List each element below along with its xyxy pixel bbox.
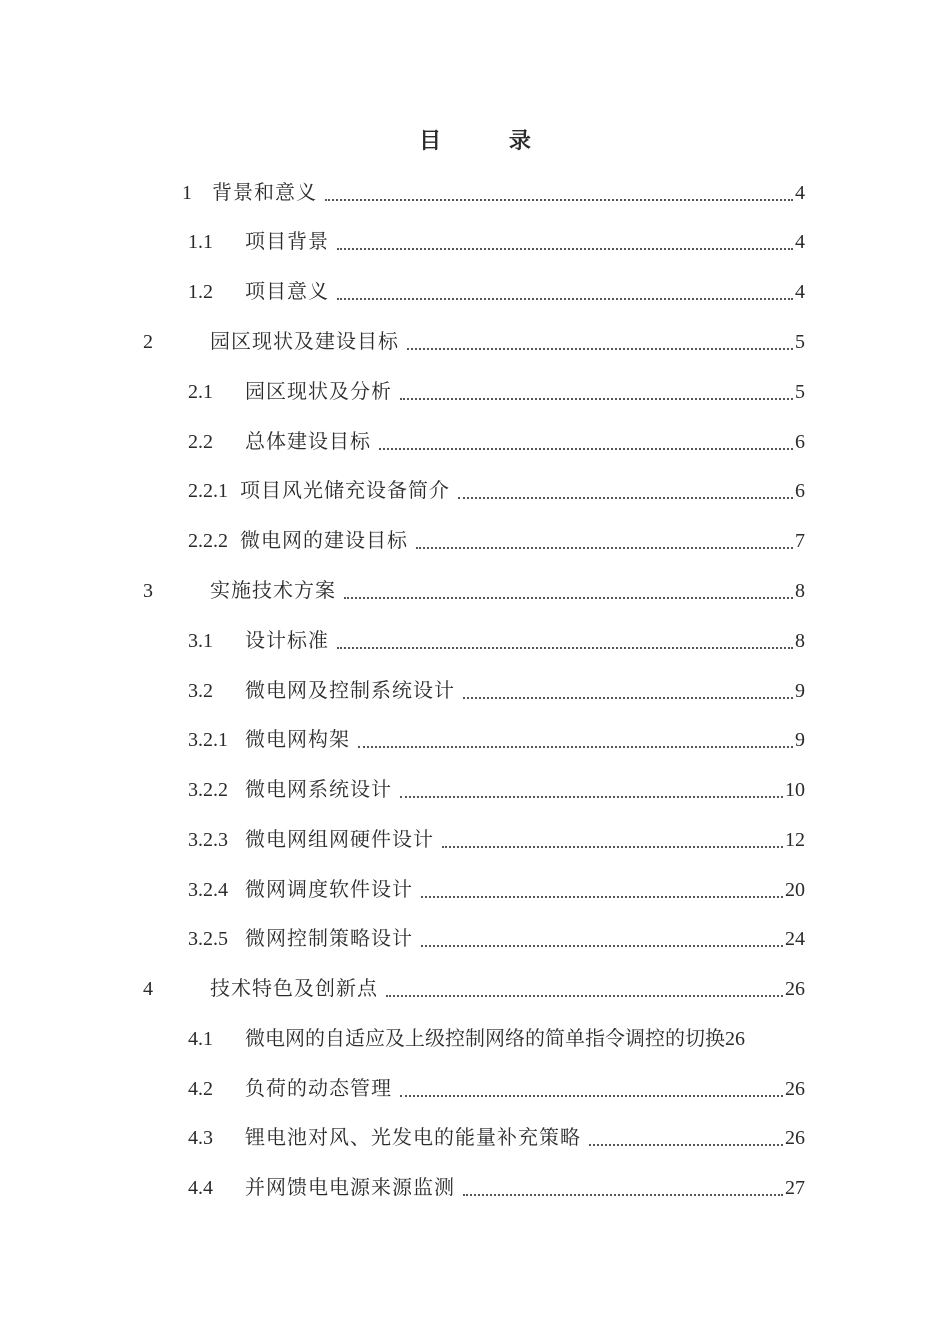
toc-entry-title: 微电网组网硬件设计 (245, 827, 434, 851)
toc-entry-number: 4.1 (188, 1028, 213, 1050)
toc-entry-title: 微网调度软件设计 (245, 877, 413, 901)
dot-leader (400, 398, 793, 400)
toc-entry-title: 设计标准 (245, 628, 329, 652)
toc-entry-title: 背景和意义 (212, 180, 317, 204)
toc-entry-page: 8 (795, 630, 805, 652)
toc-entry-page: 24 (785, 928, 805, 950)
toc-entry-number: 2.2.1 (188, 480, 228, 502)
toc-entry-page: 27 (785, 1177, 805, 1199)
dot-leader (463, 697, 793, 699)
toc-entry[interactable] (188, 724, 805, 754)
toc-entry-number: 3.2.4 (188, 879, 228, 901)
toc-entry-title: 总体建设目标 (245, 429, 371, 453)
toc-title: 目 录 (419, 128, 561, 154)
toc-entry-number: 3 (143, 580, 153, 602)
toc-entry[interactable] (188, 1023, 805, 1053)
dot-leader (337, 647, 793, 649)
toc-entry-number: 4.3 (188, 1127, 213, 1149)
dot-leader (337, 248, 793, 250)
toc-entry[interactable] (188, 1122, 805, 1152)
toc-entry-number: 2.1 (188, 381, 213, 403)
toc-entry-number: 4.4 (188, 1177, 213, 1199)
toc-entry-title: 微电网的建设目标 (240, 528, 408, 552)
toc-entry-page: 9 (795, 729, 805, 751)
toc-entry[interactable] (188, 226, 805, 256)
toc-entry-number: 3.2.2 (188, 779, 228, 801)
dot-leader (386, 995, 783, 997)
toc-entry-page: 26 (785, 1127, 805, 1149)
dot-leader (400, 796, 783, 798)
dot-leader (416, 547, 793, 549)
toc-entry-number: 2 (143, 331, 153, 353)
toc-entry-number: 1.2 (188, 281, 213, 303)
toc-entry-page: 26 (725, 1028, 745, 1050)
dot-leader (421, 945, 783, 947)
toc-entry-title: 技术特色及创新点 (210, 976, 378, 1000)
toc-entry-number: 3.1 (188, 630, 213, 652)
toc-entry-title: 实施技术方案 (210, 578, 336, 602)
toc-entry-number: 4 (143, 978, 153, 1000)
toc-entry-page: 6 (795, 431, 805, 453)
toc-entry-title: 项目风光储充设备简介 (240, 478, 450, 502)
toc-entry-number: 3.2.1 (188, 729, 228, 751)
toc-entry[interactable] (143, 326, 805, 356)
toc-entry[interactable] (188, 376, 805, 406)
toc-entry-page: 10 (785, 779, 805, 801)
toc-entry-page: 4 (795, 182, 805, 204)
toc-entry-number: 3.2 (188, 680, 213, 702)
toc-entry-page: 4 (795, 231, 805, 253)
toc-entry-title: 微电网的自适应及上级控制网络的简单指令调控的切换 (245, 1026, 725, 1050)
toc-entry-page: 6 (795, 480, 805, 502)
toc-entry[interactable] (188, 625, 805, 655)
toc-entry[interactable] (143, 973, 805, 1003)
toc-entry-title: 负荷的动态管理 (245, 1076, 392, 1100)
toc-entry[interactable] (188, 774, 805, 804)
toc-entry-title: 锂电池对风、光发电的能量补充策略 (245, 1125, 581, 1149)
toc-entry-page: 7 (795, 530, 805, 552)
toc-entry-page: 26 (785, 978, 805, 1000)
dot-leader (421, 896, 783, 898)
dot-leader (337, 298, 793, 300)
toc-entry-title: 微网控制策略设计 (245, 926, 413, 950)
toc-entry-page: 4 (795, 281, 805, 303)
toc-entry[interactable] (188, 824, 805, 854)
toc-entry-title: 项目意义 (245, 279, 329, 303)
toc-entry-title: 园区现状及分析 (245, 379, 392, 403)
toc-entry-page: 26 (785, 1078, 805, 1100)
toc-entry-page: 12 (785, 829, 805, 851)
toc-entry[interactable] (188, 874, 805, 904)
toc-entry-title: 微电网构架 (245, 727, 350, 751)
dot-leader (358, 746, 793, 748)
toc-entry-page: 9 (795, 680, 805, 702)
dot-leader (463, 1194, 783, 1196)
toc-entry-page: 5 (795, 331, 805, 353)
toc-entry-number: 3.2.5 (188, 928, 228, 950)
toc-entry-title: 项目背景 (245, 229, 329, 253)
dot-leader (344, 597, 793, 599)
dot-leader (589, 1144, 783, 1146)
toc-entry-page: 8 (795, 580, 805, 602)
toc-entry-title: 并网馈电电源来源监测 (245, 1175, 455, 1199)
toc-entry[interactable] (188, 426, 805, 456)
toc-entry[interactable] (188, 1172, 805, 1202)
dot-leader (325, 199, 793, 201)
toc-entry-title: 微电网系统设计 (245, 777, 392, 801)
toc-entry-page: 5 (795, 381, 805, 403)
dot-leader (379, 448, 793, 450)
toc-entry[interactable] (188, 675, 805, 705)
toc-entry-number: 2.2.2 (188, 530, 228, 552)
toc-entry[interactable] (188, 923, 805, 953)
dot-leader (458, 497, 793, 499)
toc-entry-number: 4.2 (188, 1078, 213, 1100)
toc-entry-number: 1 (182, 182, 192, 204)
toc-entry-number: 3.2.3 (188, 829, 228, 851)
toc-entry[interactable] (143, 575, 805, 605)
dot-leader (442, 846, 783, 848)
dot-leader (400, 1095, 783, 1097)
toc-entry-number: 2.2 (188, 431, 213, 453)
toc-entry-number: 1.1 (188, 231, 213, 253)
toc-entry[interactable] (188, 525, 805, 555)
toc-entry[interactable] (188, 475, 805, 505)
toc-entry-page: 20 (785, 879, 805, 901)
toc-entry[interactable] (188, 1073, 805, 1103)
toc-entry[interactable] (182, 177, 805, 207)
toc-entry-title: 微电网及控制系统设计 (245, 678, 455, 702)
toc-entry-title: 园区现状及建设目标 (210, 329, 399, 353)
toc-entry[interactable] (188, 276, 805, 306)
dot-leader (407, 348, 793, 350)
